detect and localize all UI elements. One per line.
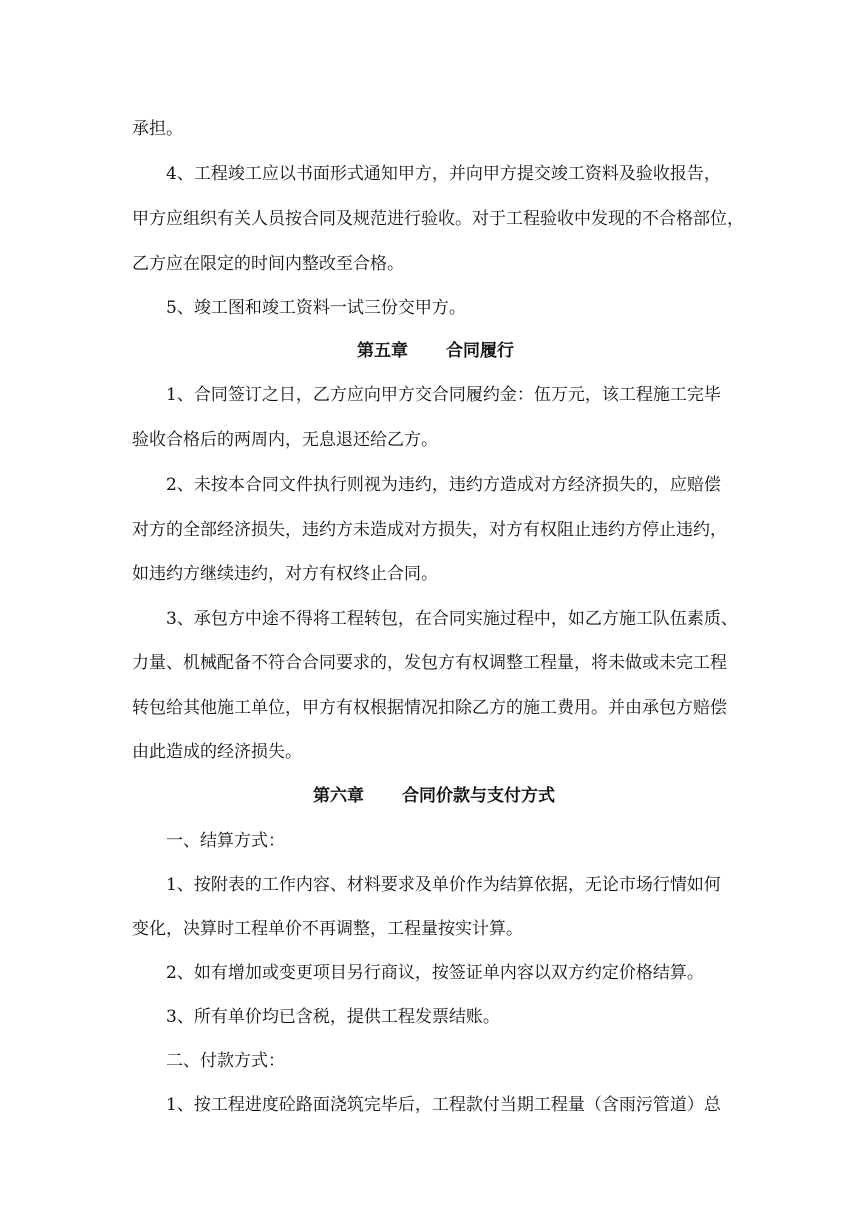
- text-line: 变化，决算时工程单价不再调整，工程量按实计算。: [132, 919, 523, 939]
- text-line: 5、竣工图和竣工资料一试三份交甲方。: [166, 298, 466, 318]
- text-line: 验收合格后的两周内，无息退还给乙方。: [132, 430, 438, 450]
- chapter-number: 第六章: [313, 786, 364, 806]
- text-line: 承担。: [132, 119, 183, 139]
- text-line: 1、按工程进度砼路面浇筑完毕后，工程款付当期工程量（含雨污管道）总: [166, 1095, 721, 1115]
- text-line: 乙方应在限定的时间内整改至合格。: [132, 254, 404, 274]
- text-line: 1、合同签订之日，乙方应向甲方交合同履约金：伍万元，该工程施工完毕: [166, 385, 721, 405]
- chapter-heading: [313, 785, 555, 807]
- chapter-title: 合同价款与支付方式: [402, 786, 555, 806]
- text-line: 1、按附表的工作内容、材料要求及单价作为结算依据，无论市场行情如何: [166, 875, 721, 895]
- chapter-number: 第五章: [357, 341, 408, 361]
- text-line: 4、工程竣工应以书面形式通知甲方，并向甲方提交竣工资料及验收报告，: [166, 164, 721, 184]
- chapter-title: 合同履行: [446, 341, 514, 361]
- text-line: 力量、机械配备不符合合同要求的，发包方有权调整工程量，将未做或未完工程: [132, 653, 727, 673]
- text-line: 二、付款方式：: [166, 1051, 285, 1071]
- text-line: 2、未按本合同文件执行则视为违约，违约方造成对方经济损失的，应赔偿: [166, 475, 721, 495]
- text-line: 如违约方继续违约，对方有权终止合同。: [132, 564, 438, 584]
- text-line: 3、承包方中途不得将工程转包，在合同实施过程中，如乙方施工队伍素质、: [166, 609, 738, 629]
- text-line: 3、所有单价均已含税，提供工程发票结账。: [166, 1007, 500, 1027]
- chapter-heading: [357, 340, 514, 362]
- text-line: 2、如有增加或变更项目另行商议，按签证单内容以双方约定价格结算。: [166, 963, 704, 983]
- text-line: 由此造成的经济损失。: [132, 742, 302, 762]
- text-line: 对方的全部经济损失，违约方未造成对方损失，对方有权阻止违约方停止违约，: [132, 520, 727, 540]
- text-line: 甲方应组织有关人员按合同及规范进行验收。对于工程验收中发现的不合格部位，: [132, 209, 744, 229]
- text-line: 一、结算方式：: [166, 831, 285, 851]
- text-line: 转包给其他施工单位，甲方有权根据情况扣除乙方的施工费用。并由承包方赔偿: [132, 698, 727, 718]
